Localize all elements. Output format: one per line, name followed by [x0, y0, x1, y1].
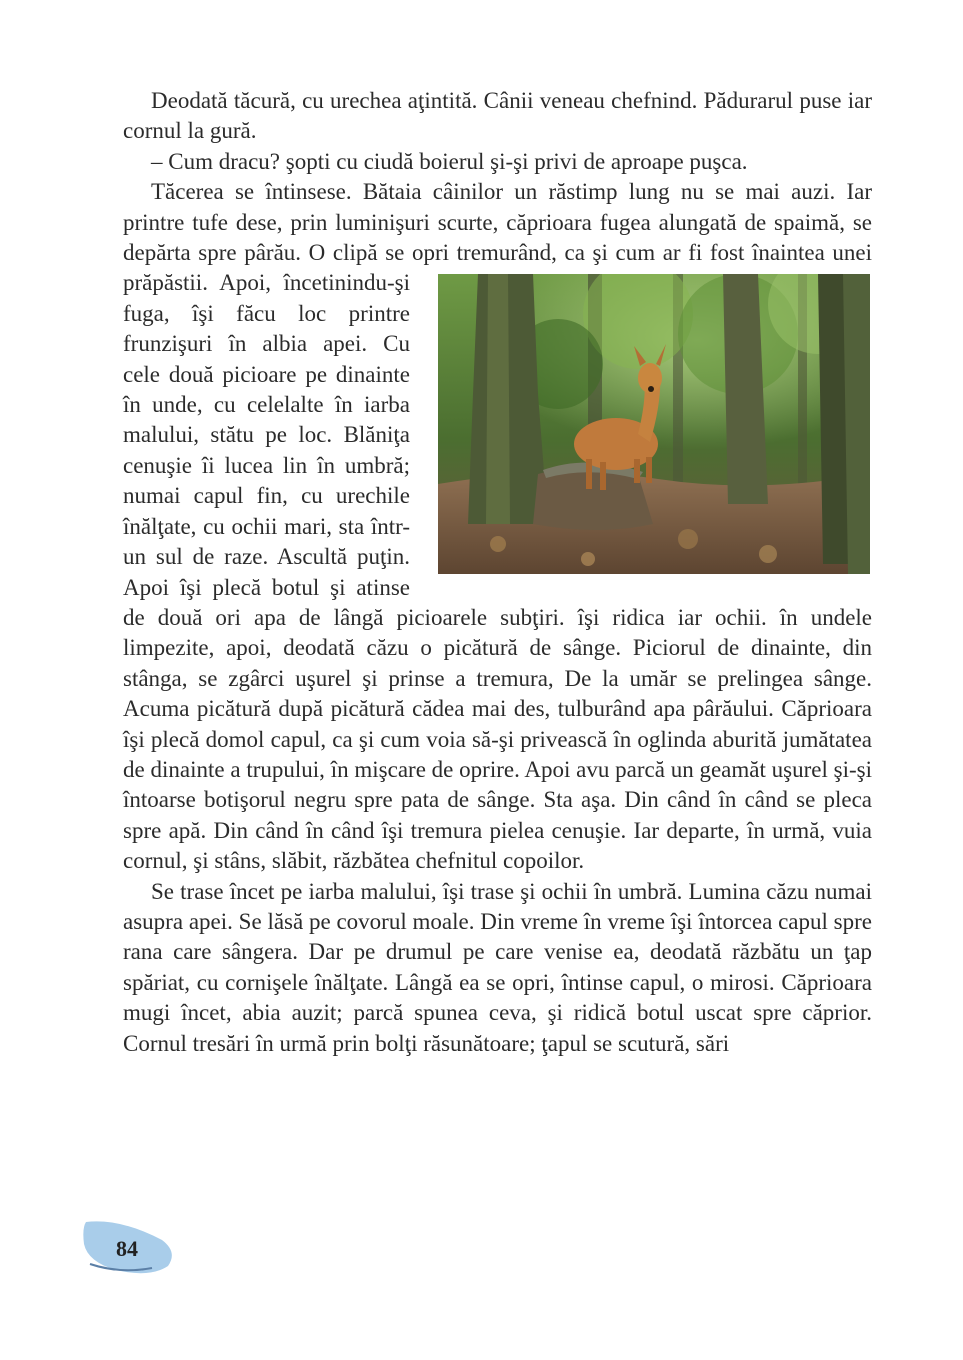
paragraph-4: Se trase încet pe iarba malului, îşi trase şi ochii în umbră. Lumina căzu numai asupra apei. Se lăsă pe covorul moale. Din vreme în vreme îşi întorcea capul spre rana care sângera. Dar pe drumul pe care venise ea, deodată răzbătu un ţap spăriat, cu cornişele înălţate. Lângă ea se opri, întinse capul, o mirosi. Căprioara mugi încet, abia auzit; parcă spunea ceva, şi ridică botul uscat spre căprior. Cornul tresări în urmă prin bolţi răsunătoare; ţapul se scutură, sări — [123, 878, 872, 1056]
paragraph-3-start: Tăcerea se întinsese. Bătaia câinilor un răstimp lung nu se mai auzi. Iar printre tufe dese, prin luminişuri scurte, căprioara fugea alungată de spaimă, se depărta spre pârău. O clipă se opri — [123, 179, 872, 266]
deer-photo-illustration — [438, 274, 870, 574]
paragraph-3-rest: tremurând, ca şi cum ar fi fost înaintea unei prăpăstii. Apoi, încetinindu-şi fuga, îşi făcu loc printre frunzişuri în albia apei. Cu cele două picioare pe dinainte în unde, cu celelalte în iarba malului, stătu pe loc. Blăniţa cenuşie îi lucea lin în umbră; numai capul fin, cu urechile înălţate, cu ochii mari, sta într-un sul de raze. Ascultă puţin. Apoi îşi plecă botul şi atinse de două ori apa de lângă picioarele subţiri. îşi ridica iar ochii. în undele limpezite, apoi, deodată căzu o picătură de sânge. Piciorul de dinainte, din stânga, se zgârci uşurel şi prinse a tremura, De la umăr se prelingea sânge. Acuma picătură după picătură cădea mai des, tulburând apa pârăului. Căprioara îşi plecă domol capul, ca şi cum voia să-şi privească în oglinda aburită jumătatea de dinainte a trupului, în mişcare de oprire. Apoi avu parcă un geamăt uşurel şi-şi întoarse botişorul negru spre pata de sânge. Sta aşa. Din când în când se pleca spre apă. Din când în când îşi tremura pielea cenuşie. Iar departe, în urmă, vuia cornul, şi stâns, slăbit, răzbătea chefnitul copoilor. — [123, 240, 872, 874]
page-number-badge — [80, 1218, 176, 1276]
paragraph-3 — [123, 177, 872, 876]
paragraph-1: Deodată tăcură, cu urechea aţintită. Cânii veneau chefnind. Pădurarul puse iar cornul la gură. — [123, 88, 872, 144]
paragraph-2: – Cum dracu? şopti cu ciudă boierul şi-şi privi de aproape puşca. — [151, 148, 748, 174]
page-number: 84 — [116, 1236, 138, 1261]
deer-photo — [438, 274, 870, 574]
page-body — [123, 86, 872, 1059]
